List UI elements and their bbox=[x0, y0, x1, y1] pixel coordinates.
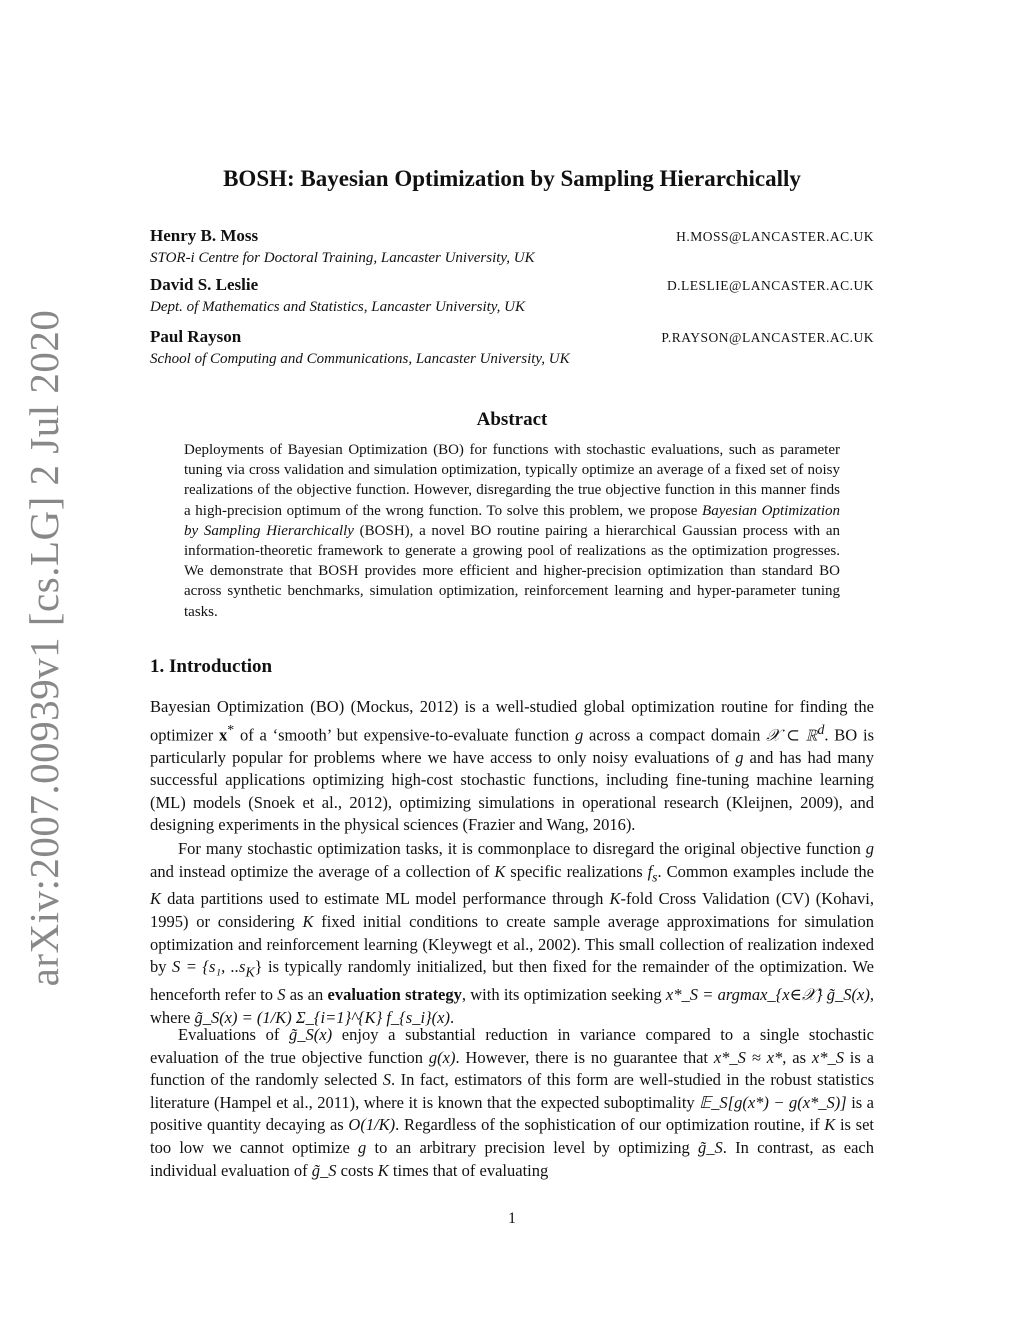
intro-paragraph-2: For many stochastic optimization tasks, it is commonplace to disregard the original objective function g and instead optimize the average of a collection of K specific realizations $f_s$. Common examples include the K data partitions used to estimate ML model performance through K-fold Cross Validation (CV) (Kohavi, 1995) or considering K fixed initial conditions to create sample average approximations for simulation optimization and reinforcement learning (Kleywegt et al., 2002). This small collection of realization indexed by S = {s₁, $..s_K$} is typically randomly initialized, but then fixed for the remainder of the optimization. We henceforth refer to S as an evaluation strategy, with its optimization seeking x*_S = argmax_{x∈𝒳} g̃_S(x), where g̃_S(x) = (1/K) Σ_{i=1}^{K} f_{s_i}(x). bbox=[150, 839, 875, 1027]
method-name-emphasis: Bayesian Optimization by Sampling Hierarchically bbox=[184, 502, 840, 539]
abstract-text: Deployments of Bayesian Optimization (BO) for functions with stochastic evaluations, such as parameter tuning via cross validation and simulation optimization, typically optimize an average of a fixed set of noisy realizations of the objective function. However, disregarding the true objective function in this manner finds a high-precision optimum of the wrong function. To solve this problem, we propose Bayesian Optimization by Sampling Hierarchically (BOSH), a novel BO routine pairing a hierarchical Gaussian process with an information-theoretic framework to generate a growing pool of realizations as the optimization progresses. We demonstrate that BOSH provides more efficient and higher-precision optimization than standard BO across synthetic benchmarks, simulation optimization, reinforcement learning and hyper-parameter tuning tasks. bbox=[184, 442, 840, 620]
intro-paragraph-3: Evaluations of g̃_S(x) enjoy a substantial reduction in variance compared to a single stochastic evaluation of the true objective function g(x). However, there is no guarantee that x*_S ≈ x*, as x*_S is a function of the randomly selected S. In fact, estimators of this form are well-studied in the robust statistics literature (Hampel et al., 2011), where it is known that the expected suboptimality 𝔼_S[g(x*) − g(x*_S)] is a positive quantity decaying as O(1/K). Regardless of the sophistication of our optimization routine, if K is set too low we cannot optimize g to an arbitrary precision level by optimizing g̃_S. In contrast, as each individual evaluation of g̃_S costs K times that of evaluating bbox=[150, 1025, 875, 1180]
abstract-heading: Abstract bbox=[476, 409, 548, 430]
author-block-3 bbox=[150, 327, 874, 368]
author-name: Paul Rayson bbox=[150, 327, 242, 346]
author-email: H.MOSS@LANCASTER.AC.UK bbox=[676, 229, 874, 244]
intro-paragraph-1: Bayesian Optimization (BO) (Mockus, 2012) is a well-studied global optimization routine for finding the optimizer x* of a ‘smooth’ but expensive-to-evaluate function g across a compact domain 𝒳 ⊂ ℝ$^d$. BO is particularly popular for problems where we have access to only noisy evaluations of g and has had many successful applications optimizing high-cost stochastic functions, including fine-tuning machine learning (ML) models (Snoek et al., 2012), optimizing simulations in operational research (Kleijnen, 2009), and designing experiments in the physical sciences (Frazier and Wang, 2016). bbox=[150, 697, 874, 835]
author-email: P.RAYSON@LANCASTER.AC.UK bbox=[661, 330, 874, 345]
arxiv-identifier-stamp: arXiv:2007.00939v1 [cs.LG] 2 Jul 2020 bbox=[21, 309, 67, 987]
author-email: D.LESLIE@LANCASTER.AC.UK bbox=[666, 278, 874, 293]
author-name: David S. Leslie bbox=[150, 275, 259, 294]
author-block-1 bbox=[150, 226, 874, 267]
page-number: 1 bbox=[508, 1210, 516, 1227]
author-affiliation: School of Computing and Communications, Lancaster University, UK bbox=[150, 351, 570, 367]
section-heading-introduction: 1. Introduction bbox=[150, 656, 273, 677]
paper-title: BOSH: Bayesian Optimization by Sampling Hierarchically bbox=[223, 166, 801, 191]
evaluation-strategy-term: evaluation strategy bbox=[327, 985, 462, 1005]
author-name: Henry B. Moss bbox=[150, 226, 259, 245]
author-affiliation: Dept. of Mathematics and Statistics, Lancaster University, UK bbox=[150, 299, 525, 315]
author-block-2 bbox=[150, 275, 874, 316]
author-affiliation: STOR-i Centre for Doctoral Training, Lancaster University, UK bbox=[150, 250, 535, 266]
